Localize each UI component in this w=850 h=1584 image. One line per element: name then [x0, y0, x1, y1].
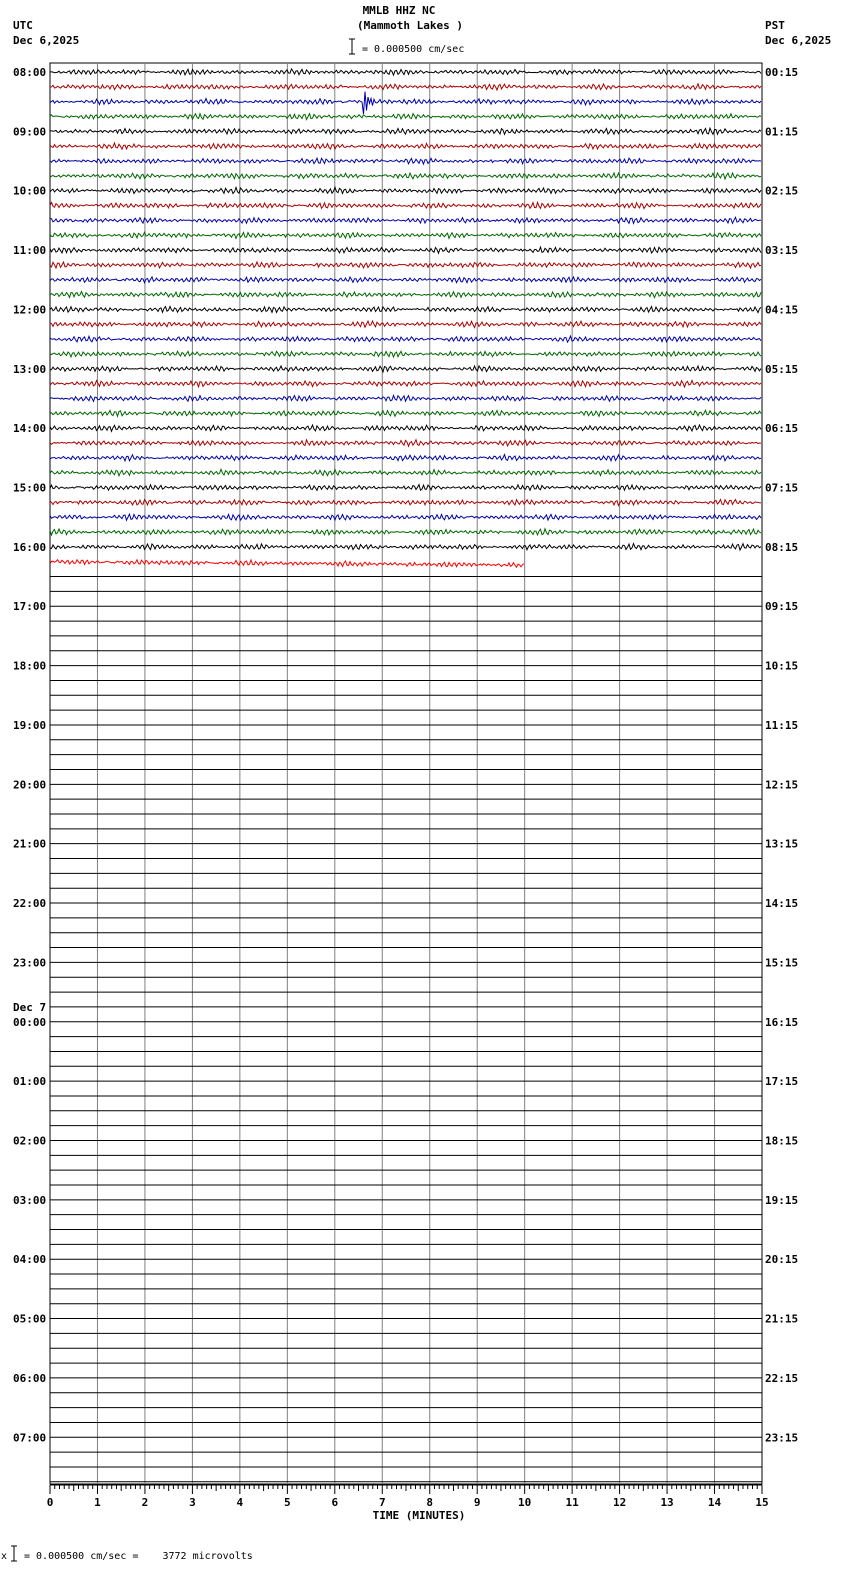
seismic-trace — [50, 529, 761, 535]
seismic-trace — [50, 440, 761, 447]
utc-hour-label: 12:00 — [13, 303, 47, 317]
x-tick-label: 12 — [612, 1496, 627, 1509]
station-location: (Mammoth Lakes ) — [357, 19, 463, 32]
seismic-trace — [50, 336, 761, 342]
seismic-trace — [50, 425, 761, 431]
seismic-trace — [50, 92, 761, 114]
x-tick-label: 5 — [284, 1496, 291, 1509]
seismic-trace — [50, 173, 761, 179]
seismic-trace — [50, 514, 761, 520]
seismic-trace — [50, 69, 761, 75]
utc-hour-label: 04:00 — [13, 1253, 47, 1267]
seismic-trace — [50, 277, 761, 283]
seismic-trace — [50, 485, 761, 491]
seismic-trace — [50, 321, 761, 328]
pst-hour-label: 19:15 — [765, 1193, 799, 1207]
utc-hour-label: 00:00 — [13, 1015, 47, 1029]
pst-hour-label: 12:15 — [765, 778, 799, 792]
pst-hour-label: 08:15 — [765, 540, 799, 554]
seismic-trace — [50, 469, 761, 476]
plot-frame — [50, 63, 762, 1484]
x-tick-label: 10 — [518, 1496, 532, 1509]
pst-hour-label: 04:15 — [765, 303, 799, 317]
utc-hour-label: 17:00 — [13, 600, 47, 614]
x-tick-label: 6 — [331, 1496, 339, 1509]
utc-hour-label: 01:00 — [13, 1075, 47, 1089]
date-change-label: Dec 7 — [13, 1000, 47, 1014]
seismic-trace — [50, 410, 761, 416]
left-timezone: UTC — [13, 19, 33, 32]
seismic-trace — [50, 128, 761, 134]
seismic-trace — [50, 247, 761, 253]
x-tick-label: 0 — [46, 1496, 54, 1509]
x-tick-label: 4 — [236, 1496, 244, 1509]
utc-hour-label: 22:00 — [13, 897, 47, 911]
utc-hour-label: 15:00 — [13, 481, 47, 495]
seismic-trace — [50, 395, 761, 401]
x-tick-label: 3 — [189, 1496, 196, 1509]
pst-hour-label: 15:15 — [765, 956, 799, 970]
x-tick-label: 2 — [141, 1496, 149, 1509]
pst-hour-label: 11:15 — [765, 718, 799, 732]
footer-scale-label: = 0.000500 cm/sec = 3772 microvolts — [24, 1551, 253, 1562]
seismic-trace — [50, 84, 761, 90]
pst-hour-label: 03:15 — [765, 244, 799, 258]
pst-hour-label: 10:15 — [765, 659, 799, 673]
seismic-trace — [50, 217, 761, 223]
x-tick-label: 8 — [426, 1496, 434, 1509]
right-timezone: PST — [765, 19, 785, 32]
pst-hour-label: 16:15 — [765, 1015, 799, 1029]
left-date: Dec 6,2025 — [13, 34, 80, 47]
pst-hour-label: 07:15 — [765, 481, 799, 495]
x-tick-label: 9 — [473, 1496, 481, 1509]
seismic-trace — [50, 292, 761, 298]
seismic-trace — [50, 187, 761, 193]
footer-scale-bar-icon — [10, 1545, 18, 1563]
scale-label: = 0.000500 cm/sec — [362, 44, 465, 55]
x-tick-label: 15 — [755, 1496, 769, 1509]
utc-hour-label: 18:00 — [13, 659, 47, 673]
seismic-trace — [50, 455, 761, 461]
pst-hour-label: 00:15 — [765, 66, 799, 79]
pst-hour-label: 18:15 — [765, 1134, 799, 1148]
x-tick-label: 14 — [707, 1496, 722, 1509]
pst-hour-label: 14:15 — [765, 897, 799, 911]
utc-hour-label: 09:00 — [13, 125, 47, 139]
seismic-trace — [50, 544, 761, 550]
pst-hour-label: 01:15 — [765, 125, 799, 139]
utc-hour-label: 20:00 — [13, 778, 47, 792]
x-tick-label: 11 — [565, 1496, 579, 1509]
pst-hour-label: 02:15 — [765, 184, 799, 198]
x-tick-label: 7 — [378, 1496, 386, 1509]
utc-hour-label: 11:00 — [13, 244, 47, 258]
right-date: Dec 6,2025 — [765, 34, 832, 47]
seismic-trace — [50, 143, 761, 149]
seismic-trace — [50, 114, 761, 120]
utc-hour-label: 23:00 — [13, 956, 47, 970]
utc-hour-label: 08:00 — [13, 66, 47, 79]
pst-hour-label: 20:15 — [765, 1253, 799, 1267]
utc-hour-label: 02:00 — [13, 1134, 47, 1148]
utc-hour-label: 16:00 — [13, 540, 47, 554]
x-tick-label: 13 — [660, 1496, 674, 1509]
station-title: MMLB HHZ NC — [362, 4, 436, 17]
pst-hour-label: 21:15 — [765, 1312, 799, 1326]
x-axis-title: TIME (MINUTES) — [372, 1509, 466, 1522]
footer-prefix: x — [1, 1551, 8, 1562]
utc-hour-label: 05:00 — [13, 1312, 47, 1326]
utc-hour-label: 19:00 — [13, 718, 47, 732]
pst-hour-label: 23:15 — [765, 1431, 799, 1445]
pst-hour-label: 06:15 — [765, 422, 799, 436]
seismic-trace — [50, 381, 761, 388]
utc-hour-label: 10:00 — [13, 184, 47, 198]
pst-hour-label: 17:15 — [765, 1075, 799, 1089]
utc-hour-label: 07:00 — [13, 1431, 47, 1445]
pst-hour-label: 05:15 — [765, 362, 799, 376]
seismic-trace — [50, 262, 761, 268]
utc-hour-label: 06:00 — [13, 1371, 47, 1385]
utc-hour-label: 21:00 — [13, 837, 47, 851]
seismic-trace — [50, 202, 761, 208]
utc-hour-label: 03:00 — [13, 1193, 47, 1207]
pst-hour-label: 22:15 — [765, 1371, 799, 1385]
utc-hour-label: 13:00 — [13, 362, 47, 376]
utc-hour-label: 14:00 — [13, 422, 47, 436]
pst-hour-label: 09:15 — [765, 600, 799, 614]
seismic-trace — [50, 366, 761, 372]
x-tick-label: 1 — [94, 1496, 101, 1509]
pst-hour-label: 13:15 — [765, 837, 799, 851]
seismic-trace — [50, 351, 761, 357]
seismic-trace — [50, 306, 761, 312]
seismic-trace — [50, 158, 761, 164]
seismic-trace — [50, 232, 761, 238]
seismic-trace — [50, 500, 761, 506]
